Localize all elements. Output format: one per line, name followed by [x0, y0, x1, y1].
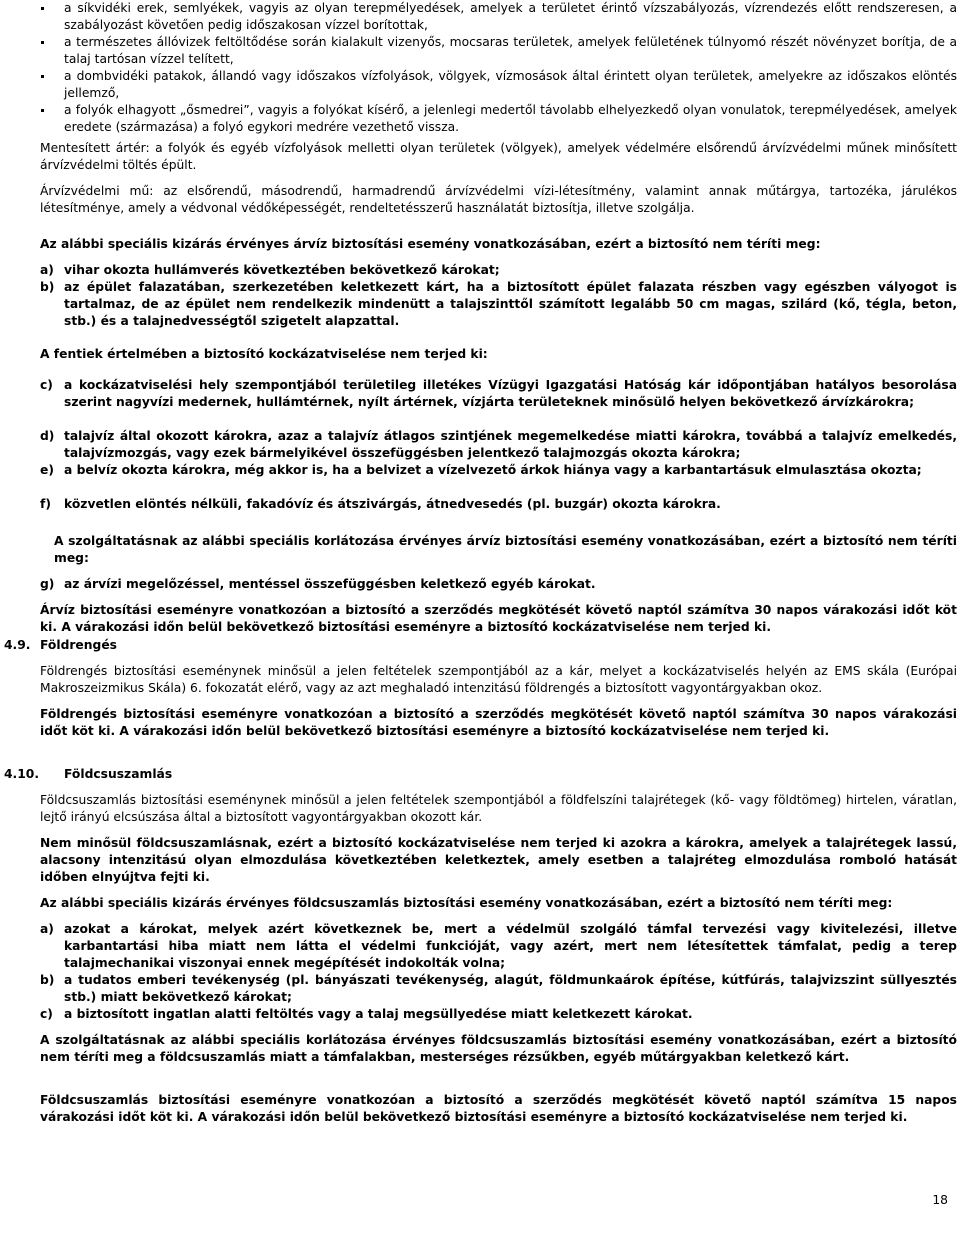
list-item — [40, 462, 957, 479]
waiting-period-arviz: Árvíz biztosítási eseményre vonatkozóan a biztosító a szerződés megkötését követő naptól számítva 30 napos várakozási időt köt ki. A várakozási időn belül bekövetkező biztosítási eseményre a biztosító kockázatviselése nem terjed ki. — [40, 603, 957, 635]
list-item — [40, 262, 957, 279]
list-item-text: az árvízi megelőzéssel, mentéssel összefüggésben keletkező egyéb károkat. — [64, 577, 596, 591]
list-marker: b) — [40, 973, 55, 987]
page-number: 18 — [932, 1193, 948, 1207]
list-item-text: a belvíz okozta károkra, még akkor is, ha a belvizet a vízelvezető árkok hiánya vagy a karbantartásuk elmulasztása okozta; — [64, 463, 922, 477]
definition-foldcsuszamlas: Földcsuszamlás biztosítási eseménynek minősül a jelen feltételek szempontjából a földfelszíni talajrétegek (kő- vagy földtömeg) hirtelen, váratlan, lejtő irányú elcsúszása által a biztosított vagyontárgyakban okozott kár. — [40, 793, 957, 825]
list-marker: a) — [40, 922, 54, 936]
list-item — [40, 921, 957, 973]
section-title: Földrengés — [40, 638, 117, 652]
limitation-heading-arviz: A szolgáltatásnak az alábbi speciális korlátozása érvényes árvíz biztosítási esemény vonatkozásában, ezért a biztosító nem téríti meg: — [54, 534, 957, 566]
list-marker: d) — [40, 429, 55, 443]
bullet-item — [40, 68, 957, 102]
list-item-text: a tudatos emberi tevékenység (pl. bányászati tevékenység, alagút, földmunkaárok építése, kútfúrás, talajvizszint süllyesztés stb.) miatt bekövetkező károkat; — [64, 973, 957, 1005]
list-item-text: talajvíz által okozott károkra, azaz a talajvíz átlagos szintjének megemelkedése miatti károkra, továbbá a talajvíz emelkedés, talajvízmozgás, vagy ezek bármelyikével összefüggésben jelentkező talajmozgás okozta károkra; — [64, 429, 957, 461]
list-item-text: vihar okozta hullámverés következtében bekövetkező károkat; — [64, 263, 500, 277]
list-marker: b) — [40, 280, 55, 294]
bullet-text: a dombvidéki patakok, állandó vagy időszakos vízfolyások, völgyek, vízmosások által érintett olyan területek, amelyekre az időszakos elöntés jellemző, — [64, 69, 957, 101]
section-number: 4.9. — [4, 638, 31, 652]
exclusion-heading-arviz: Az alábbi speciális kizárás érvényes árvíz biztosítási esemény vonatkozásában, ezért a biztosító nem téríti meg: — [40, 237, 821, 251]
list-item — [40, 1006, 957, 1023]
coverage-heading-fentiek: A fentiek értelmében a biztosító kockázatviselése nem terjed ki: — [40, 347, 488, 361]
bullet-text: a folyók elhagyott „ősmedrei”, vagyis a folyókat kísérő, a jelenlegi medertől távolabb elhelyezkedő olyan vonulatok, terepmélyedések, amelyek eredete (származása) a folyó egykori medrére vezethető vissza. — [64, 103, 957, 135]
definition-arvizvedelmi-mu: Árvízvédelmi mű: az elsőrendű, másodrendű, harmadrendű árvízvédelmi vízi-létesítmény, valamint annak műtárgya, tartozéka, járulékos létesítménye, amely a védvonal védőképességét, rendeltetésszerű használatát biztosítja, illetve szolgálja. — [40, 184, 957, 216]
exclusion-heading-foldcsuszamlas: Az alábbi speciális kizárás érvényes földcsuszamlás biztosítási esemény vonatkozásában, ezért a biztosító nem téríti meg: — [40, 896, 893, 910]
list-item — [40, 377, 957, 411]
list-item — [40, 428, 957, 462]
not-covered-foldcsuszamlas: Nem minősül földcsuszamlásnak, ezért a biztosító kockázatviselése nem terjed ki azokra a károkra, amelyek a talajrétegek lassú, alacsony intenzitású olyan elmozdulása következtében keletkeztek, amely esetben a talajréteg elmozdulása romboló hatását időben elnyújtva fejti ki. — [40, 836, 957, 885]
section-number: 4.10. — [4, 767, 40, 781]
section-title: Földcsuszamlás — [64, 767, 173, 781]
list-marker: e) — [40, 463, 54, 477]
limitation-foldcsuszamlas: A szolgáltatásnak az alábbi speciális korlátozása érvényes földcsuszamlás biztosítási esemény vonatkozásában, ezért a biztosító nem téríti meg a földcsuszamlás miatt a támfalakban, mesterséges rézsűkben, egyéb műtárgyakban keletkező kárt. — [40, 1033, 957, 1065]
list-marker: c) — [40, 378, 53, 392]
list-item-text: az épület falazatában, szerkezetében keletkezett kárt, ha a biztosított épület falazata részben vagy egészben vályogot is tartalmaz, de az épület nem rendelkezik mindenütt a talajszinttől számított legalább 50 cm magas, szilárd (kő, tégla, beton, stb.) és a talajnedvességtől szigetelt alapzattal. — [64, 280, 957, 329]
bullet-text: a természetes állóvizek feltöltődése során kialakult vizenyős, mocsaras területek, amelyek felületének túlnyomó részét növényzet borítja, de a talaj tartósan vízzel telített, — [64, 35, 957, 67]
list-item-text: azokat a károkat, melyek azért következnek be, mert a védelmül szolgáló támfal tervezési vagy kivitelezési, illetve karbantartási hiba miatt nem látta el védelmi funkcióját, vagy azért, mert nem létesítettek támfalat, pedig a terep talajmechanikai viszonyai ennek megépítését indokolták volna; — [64, 922, 957, 971]
bullet-text: a síkvidéki erek, semlyékek, vagyis az olyan terepmélyedések, amelyek a területet érintő vízszabályozás, vízrendezés előtt rendszeresen, a szabályozást követően pedig időszakosan vízzel borítottak, — [64, 1, 957, 33]
list-marker: g) — [40, 577, 55, 591]
list-item-text: a kockázatviselési hely szempontjából területileg illetékes Vízügyi Igazgatási Hatóság kár időpontjában hatályos besorolása szerint nagyvízi medernek, hullámtérnek, nyílt ártérnek, vízjárta területeknek minősülő helyen bekövetkező árvízkárokra; — [64, 378, 957, 410]
list-item — [40, 972, 957, 1006]
list-item — [40, 279, 957, 331]
bullet-item — [40, 102, 957, 136]
bullet-item — [40, 34, 957, 68]
definition-foldrenges: Földrengés biztosítási eseménynek minősül a jelen feltételek szempontjából az a kár, melyet a kockázatviselés helyén az EMS skála (Európai Makroszeizmikus Skála) 6. fokozatát elérő, vagy az azt meghaladó intenzitású földrengés a biztosított vagyontárgyakban okoz. — [40, 664, 957, 696]
list-item-text: közvetlen elöntés nélküli, fakadóvíz és átszivárgás, átnedvesedés (pl. buzgár) okozta károkra. — [64, 497, 721, 511]
list-item-text: a biztosított ingatlan alatti feltöltés vagy a talaj megsüllyedése miatt keletkezett károkat. — [64, 1007, 693, 1021]
list-marker: f) — [40, 497, 51, 511]
waiting-period-foldcsuszamlas: Földcsuszamlás biztosítási eseményre vonatkozóan a biztosító a szerződés megkötését követő naptól számítva 15 napos várakozási időt köt ki. A várakozási időn belül bekövetkező biztosítási eseményre a biztosító kockázatviselése nem terjed ki. — [40, 1093, 957, 1125]
bullet-item — [40, 0, 957, 34]
list-item — [40, 496, 957, 513]
definition-mentesitett-arter: Mentesített ártér: a folyók és egyéb vízfolyások melletti olyan területek (völgyek), amelyek védelmére elsőrendű árvízvédelmi műnek minősített árvízvédelmi töltés épült. — [40, 141, 957, 173]
list-marker: a) — [40, 263, 54, 277]
waiting-period-foldrenges: Földrengés biztosítási eseményre vonatkozóan a biztosító a szerződés megkötését követő naptól számítva 30 napos várakozási időt köt ki. A várakozási időn belül bekövetkező biztosítási eseményre a biztosító kockázatviselése nem terjed ki. — [40, 707, 957, 739]
list-item — [40, 576, 957, 593]
list-marker: c) — [40, 1007, 53, 1021]
